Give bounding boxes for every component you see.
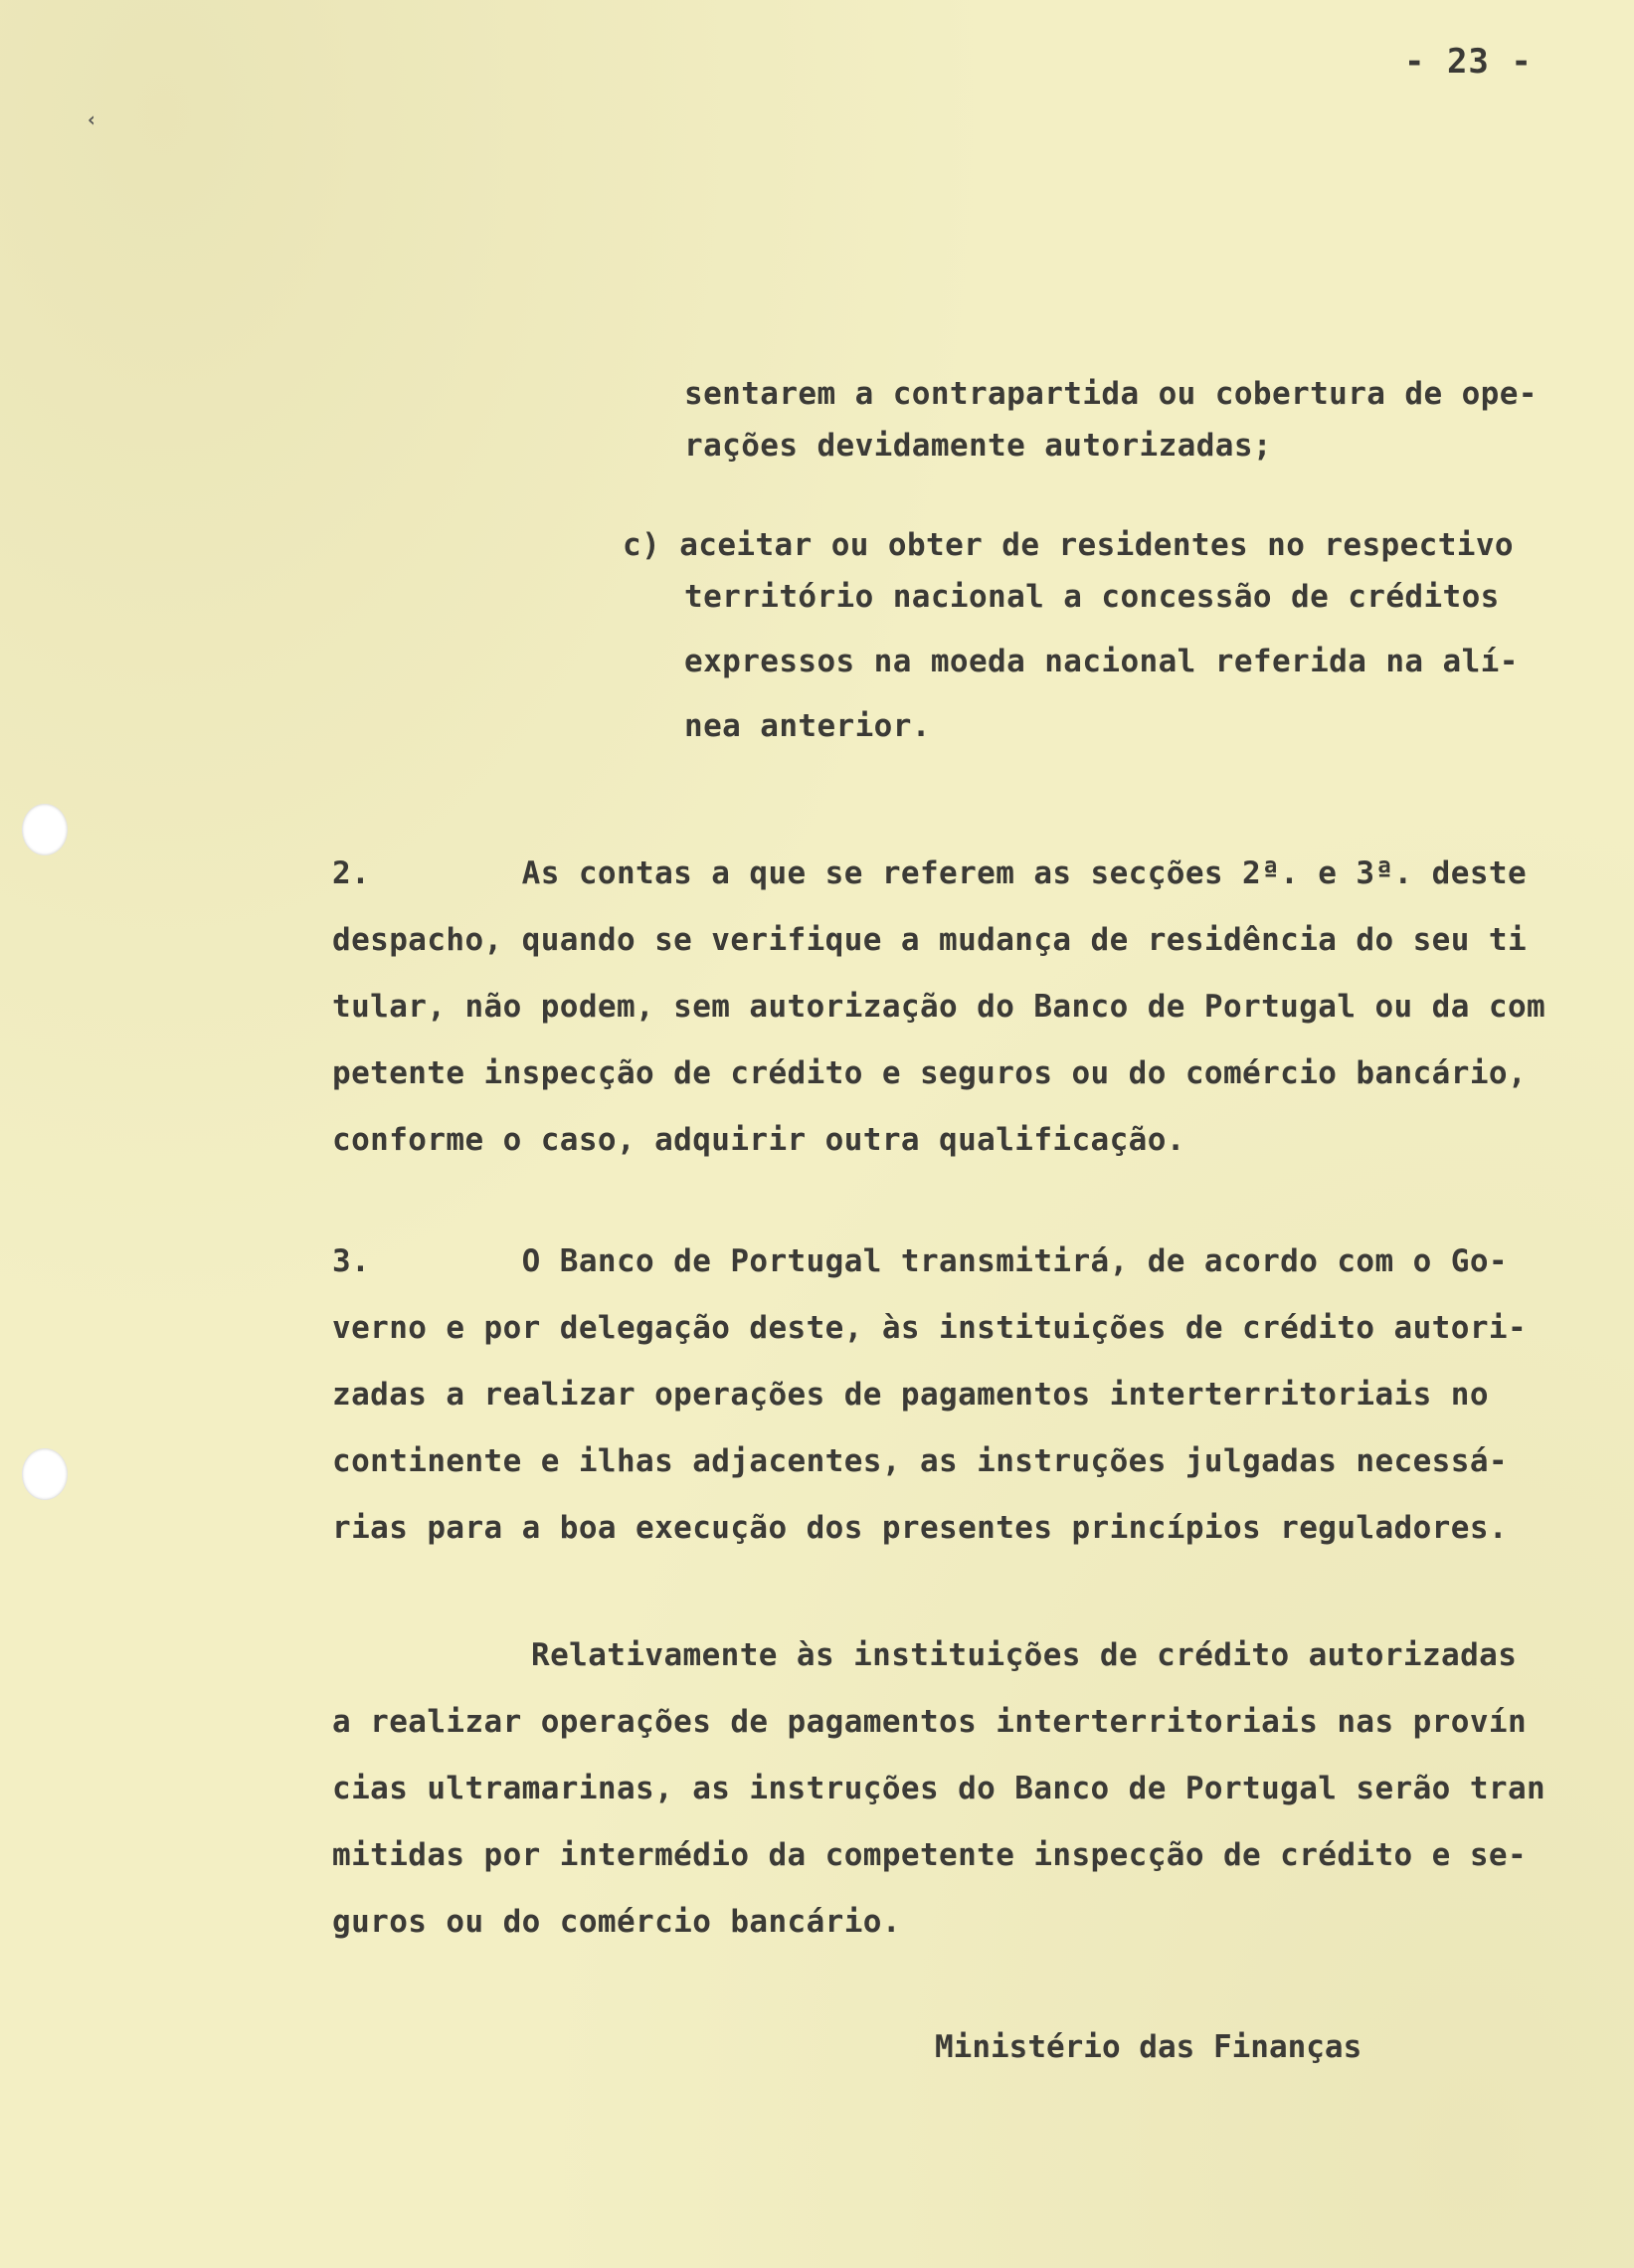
text-line: despacho, quando se verifique a mudança de residência do seu ti	[332, 922, 1528, 958]
text-line: cias ultramarinas, as instruções do Banco de Portugal serão tran	[332, 1771, 1546, 1806]
text-line: zadas a realizar operações de pagamentos interterritoriais no	[332, 1377, 1489, 1413]
text-line: sentarem a contrapartida ou cobertura de ope-	[684, 376, 1538, 412]
text-line: guros ou do comércio bancário.	[332, 1904, 901, 1940]
text-line: tular, não podem, sem autorização do Banco de Portugal ou da com	[332, 989, 1546, 1025]
punch-hole	[22, 1448, 68, 1500]
pencil-mark: ‹	[86, 107, 98, 131]
text-line: continente e ilhas adjacentes, as instruções julgadas necessá-	[332, 1443, 1508, 1479]
text-line: rias para a boa execução dos presentes princípios reguladores.	[332, 1510, 1508, 1546]
text-line: território nacional a concessão de créditos	[684, 579, 1500, 615]
text-line: 3. O Banco de Portugal transmitirá, de acordo com o Go-	[332, 1243, 1508, 1279]
text-line: conforme o caso, adquirir outra qualificação.	[332, 1122, 1185, 1158]
text-line: Relativamente às instituições de crédito autorizadas	[531, 1637, 1518, 1673]
text-line: rações devidamente autorizadas;	[684, 428, 1272, 464]
text-line: verno e por delegação deste, às instituições de crédito autori-	[332, 1310, 1528, 1346]
text-line: a realizar operações de pagamentos interterritoriais nas provín	[332, 1704, 1528, 1740]
text-line: petente inspecção de crédito e seguros ou do comércio bancário,	[332, 1055, 1528, 1091]
text-line: expressos na moeda nacional referida na alí-	[684, 644, 1519, 679]
signature-line: Ministério das Finanças	[935, 2029, 1362, 2065]
text-line: c) aceitar ou obter de residentes no respectivo	[623, 527, 1514, 563]
text-line: mitidas por intermédio da competente inspecção de crédito e se-	[332, 1837, 1528, 1873]
punch-hole	[22, 804, 68, 855]
text-line: 2. As contas a que se referem as secções 2ª. e 3ª. deste	[332, 855, 1528, 891]
text-line: nea anterior.	[684, 708, 931, 744]
page-number: - 23 -	[1404, 42, 1533, 82]
